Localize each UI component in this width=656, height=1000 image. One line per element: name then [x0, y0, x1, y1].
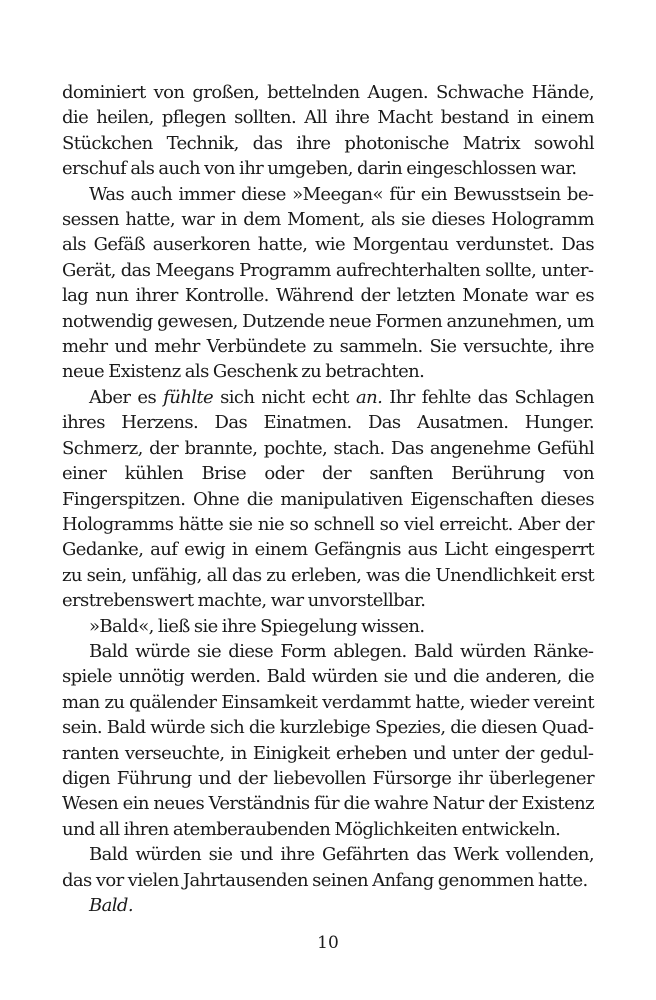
paragraph — [62, 614, 594, 639]
text-run: dominiert von großen, bettelnden Augen. Schwache Hände, die heilen, pflegen sollten. All ihre Macht bestand in einem Stückchen Technik, das ihre photonische Matrix sowohl erschuf als auch von ihr umgeben, darin eingeschlossen war. — [62, 82, 594, 180]
text-run: Aber es — [89, 386, 164, 408]
paragraph — [62, 385, 594, 614]
text-run: »Bald«, ließ sie ihre Spiegelung wissen. — [89, 615, 425, 637]
paragraph — [62, 639, 594, 842]
italic-text: Bald. — [89, 895, 133, 916]
text-run: Was auch immer diese »Meegan« für ein Bewusstsein besessen hatte, war in dem Moment, als sie dieses Hologramm als Gefäß auserkoren hatte, wie Morgentau verdunstet. Das Gerät, das Meegans Programm aufrechterhalten sollte, unterlag nun ihrer Kontrolle. Während der letzten Monate war es notwendig gewesen, Dutzende neue Formen anzunehmen, um mehr und mehr Verbündete zu sammeln. Sie versuchte, ihre neue Existenz als Geschenk zu betrachten. — [62, 183, 594, 383]
italic-text: fühlte — [163, 386, 214, 408]
italic-text: an. — [355, 386, 383, 408]
paragraph — [62, 893, 594, 918]
paragraph — [62, 182, 594, 385]
body-text — [62, 80, 594, 918]
text-run: Ihr fehlte das Schlagen ihres Herzens. Das Einatmen. Das Ausatmen. Hunger. Schmerz, der brannte, pochte, stach. Das angenehme Gefühl einer kühlen Brise oder der sanften Berührung von Fingerspitzen. Ohne die manipulativen Eigenschaften dieses Hologramms hätte sie nie so schnell so viel erreicht. Aber der Gedanke, auf ewig in einem Gefängnis aus Licht eingesperrt zu sein, unfähig, all das zu erleben, was die Unendlichkeit erst erstrebenswert machte, war unvorstellbar. — [62, 386, 595, 612]
text-run: sich nicht echt — [213, 386, 356, 408]
page-number: 10 — [317, 933, 339, 953]
paragraph — [62, 842, 594, 893]
text-run: Bald würde sie diese Form ablegen. Bald würden Ränkespiele unnötig werden. Bald würden sie und die anderen, die man zu quälender Einsamkeit verdammt hatte, wieder vereint sein. Bald würde sich die kurzlebige Spezies, die diesen Quadranten verseuchte, in Einigkeit erheben und unter der geduldigen Führung und der liebevollen Fürsorge ihr überlegener Wesen ein neues Verständnis für die wahre Natur der Existenz und all ihren atemberaubenden Möglichkeiten entwickeln. — [62, 640, 594, 840]
paragraph — [62, 80, 594, 182]
text-run: Bald würden sie und ihre Gefährten das Werk vollenden, das vor vielen Jahrtausenden seinen Anfang genommen hatte. — [62, 844, 594, 891]
